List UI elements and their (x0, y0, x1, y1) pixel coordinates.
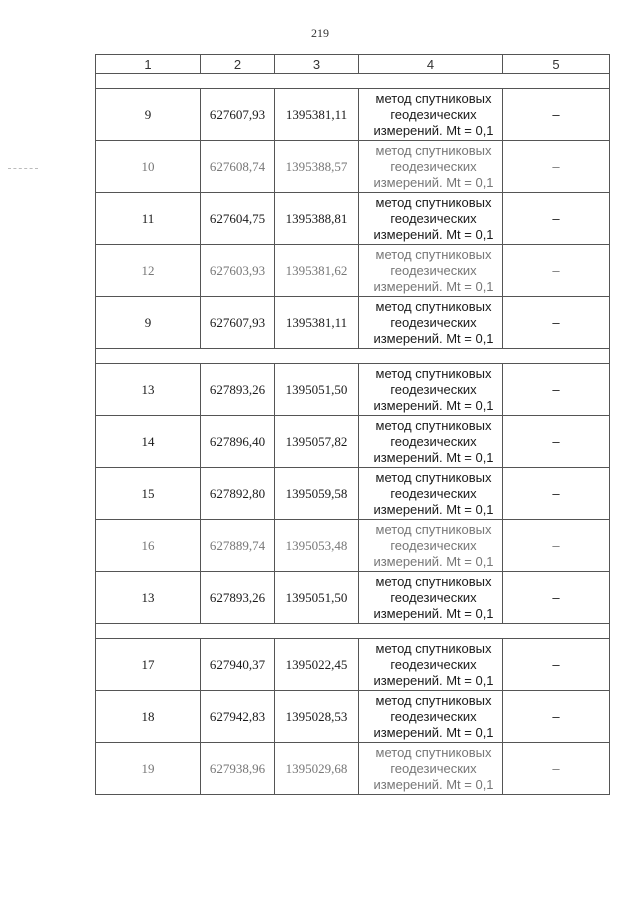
table-row (96, 416, 610, 468)
table-separator-cell (96, 624, 610, 639)
point-cell: 9 (96, 89, 201, 141)
error-cell: – (503, 364, 610, 416)
table-header-row (96, 55, 610, 74)
error-cell: – (503, 639, 610, 691)
y-coordinate-cell: 1395381,11 (275, 89, 359, 141)
error-cell: – (503, 743, 610, 795)
coordinates-table-body (96, 55, 610, 795)
error-cell: – (503, 297, 610, 349)
table-row (96, 520, 610, 572)
method-cell: метод спутниковых геодезических измерений. Mt = 0,1 (359, 364, 503, 416)
table-row (96, 468, 610, 520)
method-cell: метод спутниковых геодезических измерений. Mt = 0,1 (359, 468, 503, 520)
error-cell: – (503, 520, 610, 572)
method-cell: метод спутниковых геодезических измерений. Mt = 0,1 (359, 89, 503, 141)
column-header-x: 2 (201, 55, 275, 74)
column-header-method: 4 (359, 55, 503, 74)
point-cell: 11 (96, 193, 201, 245)
y-coordinate-cell: 1395388,57 (275, 141, 359, 193)
x-coordinate-cell: 627893,26 (201, 364, 275, 416)
error-cell: – (503, 141, 610, 193)
point-cell: 12 (96, 245, 201, 297)
y-coordinate-cell: 1395053,48 (275, 520, 359, 572)
point-cell: 17 (96, 639, 201, 691)
point-cell: 10 (96, 141, 201, 193)
x-coordinate-cell: 627896,40 (201, 416, 275, 468)
x-coordinate-cell: 627603,93 (201, 245, 275, 297)
method-cell: метод спутниковых геодезических измерений. Mt = 0,1 (359, 572, 503, 624)
method-cell: метод спутниковых геодезических измерений. Mt = 0,1 (359, 520, 503, 572)
method-cell: метод спутниковых геодезических измерений. Mt = 0,1 (359, 743, 503, 795)
y-coordinate-cell: 1395028,53 (275, 691, 359, 743)
point-cell: 9 (96, 297, 201, 349)
table-separator-row (96, 74, 610, 89)
x-coordinate-cell: 627607,93 (201, 89, 275, 141)
x-coordinate-cell: 627892,80 (201, 468, 275, 520)
y-coordinate-cell: 1395057,82 (275, 416, 359, 468)
x-coordinate-cell: 627608,74 (201, 141, 275, 193)
method-cell: метод спутниковых геодезических измерений. Mt = 0,1 (359, 691, 503, 743)
y-coordinate-cell: 1395051,50 (275, 572, 359, 624)
point-cell: 14 (96, 416, 201, 468)
x-coordinate-cell: 627607,93 (201, 297, 275, 349)
y-coordinate-cell: 1395381,11 (275, 297, 359, 349)
point-cell: 15 (96, 468, 201, 520)
point-cell: 13 (96, 572, 201, 624)
method-cell: метод спутниковых геодезических измерений. Mt = 0,1 (359, 416, 503, 468)
table-row (96, 691, 610, 743)
y-coordinate-cell: 1395051,50 (275, 364, 359, 416)
x-coordinate-cell: 627938,96 (201, 743, 275, 795)
margin-scan-mark (8, 168, 38, 169)
x-coordinate-cell: 627889,74 (201, 520, 275, 572)
table-row (96, 141, 610, 193)
method-cell: метод спутниковых геодезических измерений. Mt = 0,1 (359, 141, 503, 193)
column-header-y: 3 (275, 55, 359, 74)
x-coordinate-cell: 627942,83 (201, 691, 275, 743)
error-cell: – (503, 416, 610, 468)
point-cell: 19 (96, 743, 201, 795)
y-coordinate-cell: 1395059,58 (275, 468, 359, 520)
y-coordinate-cell: 1395381,62 (275, 245, 359, 297)
table-row (96, 572, 610, 624)
error-cell: – (503, 572, 610, 624)
error-cell: – (503, 468, 610, 520)
error-cell: – (503, 193, 610, 245)
table-row (96, 639, 610, 691)
table-separator-row (96, 624, 610, 639)
x-coordinate-cell: 627893,26 (201, 572, 275, 624)
point-cell: 13 (96, 364, 201, 416)
table-row (96, 364, 610, 416)
y-coordinate-cell: 1395029,68 (275, 743, 359, 795)
method-cell: метод спутниковых геодезических измерений. Mt = 0,1 (359, 245, 503, 297)
method-cell: метод спутниковых геодезических измерений. Mt = 0,1 (359, 639, 503, 691)
point-cell: 18 (96, 691, 201, 743)
page-number: 219 (311, 26, 329, 40)
column-header-error: 5 (503, 55, 610, 74)
method-cell: метод спутниковых геодезических измерений. Mt = 0,1 (359, 297, 503, 349)
coordinates-table (95, 54, 610, 795)
error-cell: – (503, 691, 610, 743)
table-separator-cell (96, 349, 610, 364)
table-row (96, 743, 610, 795)
y-coordinate-cell: 1395388,81 (275, 193, 359, 245)
table-row (96, 193, 610, 245)
table-separator-row (96, 349, 610, 364)
error-cell: – (503, 245, 610, 297)
x-coordinate-cell: 627604,75 (201, 193, 275, 245)
error-cell: – (503, 89, 610, 141)
point-cell: 16 (96, 520, 201, 572)
table-row (96, 297, 610, 349)
column-header-point: 1 (96, 55, 201, 74)
table-row (96, 245, 610, 297)
table-separator-cell (96, 74, 610, 89)
y-coordinate-cell: 1395022,45 (275, 639, 359, 691)
x-coordinate-cell: 627940,37 (201, 639, 275, 691)
method-cell: метод спутниковых геодезических измерений. Mt = 0,1 (359, 193, 503, 245)
table-row (96, 89, 610, 141)
